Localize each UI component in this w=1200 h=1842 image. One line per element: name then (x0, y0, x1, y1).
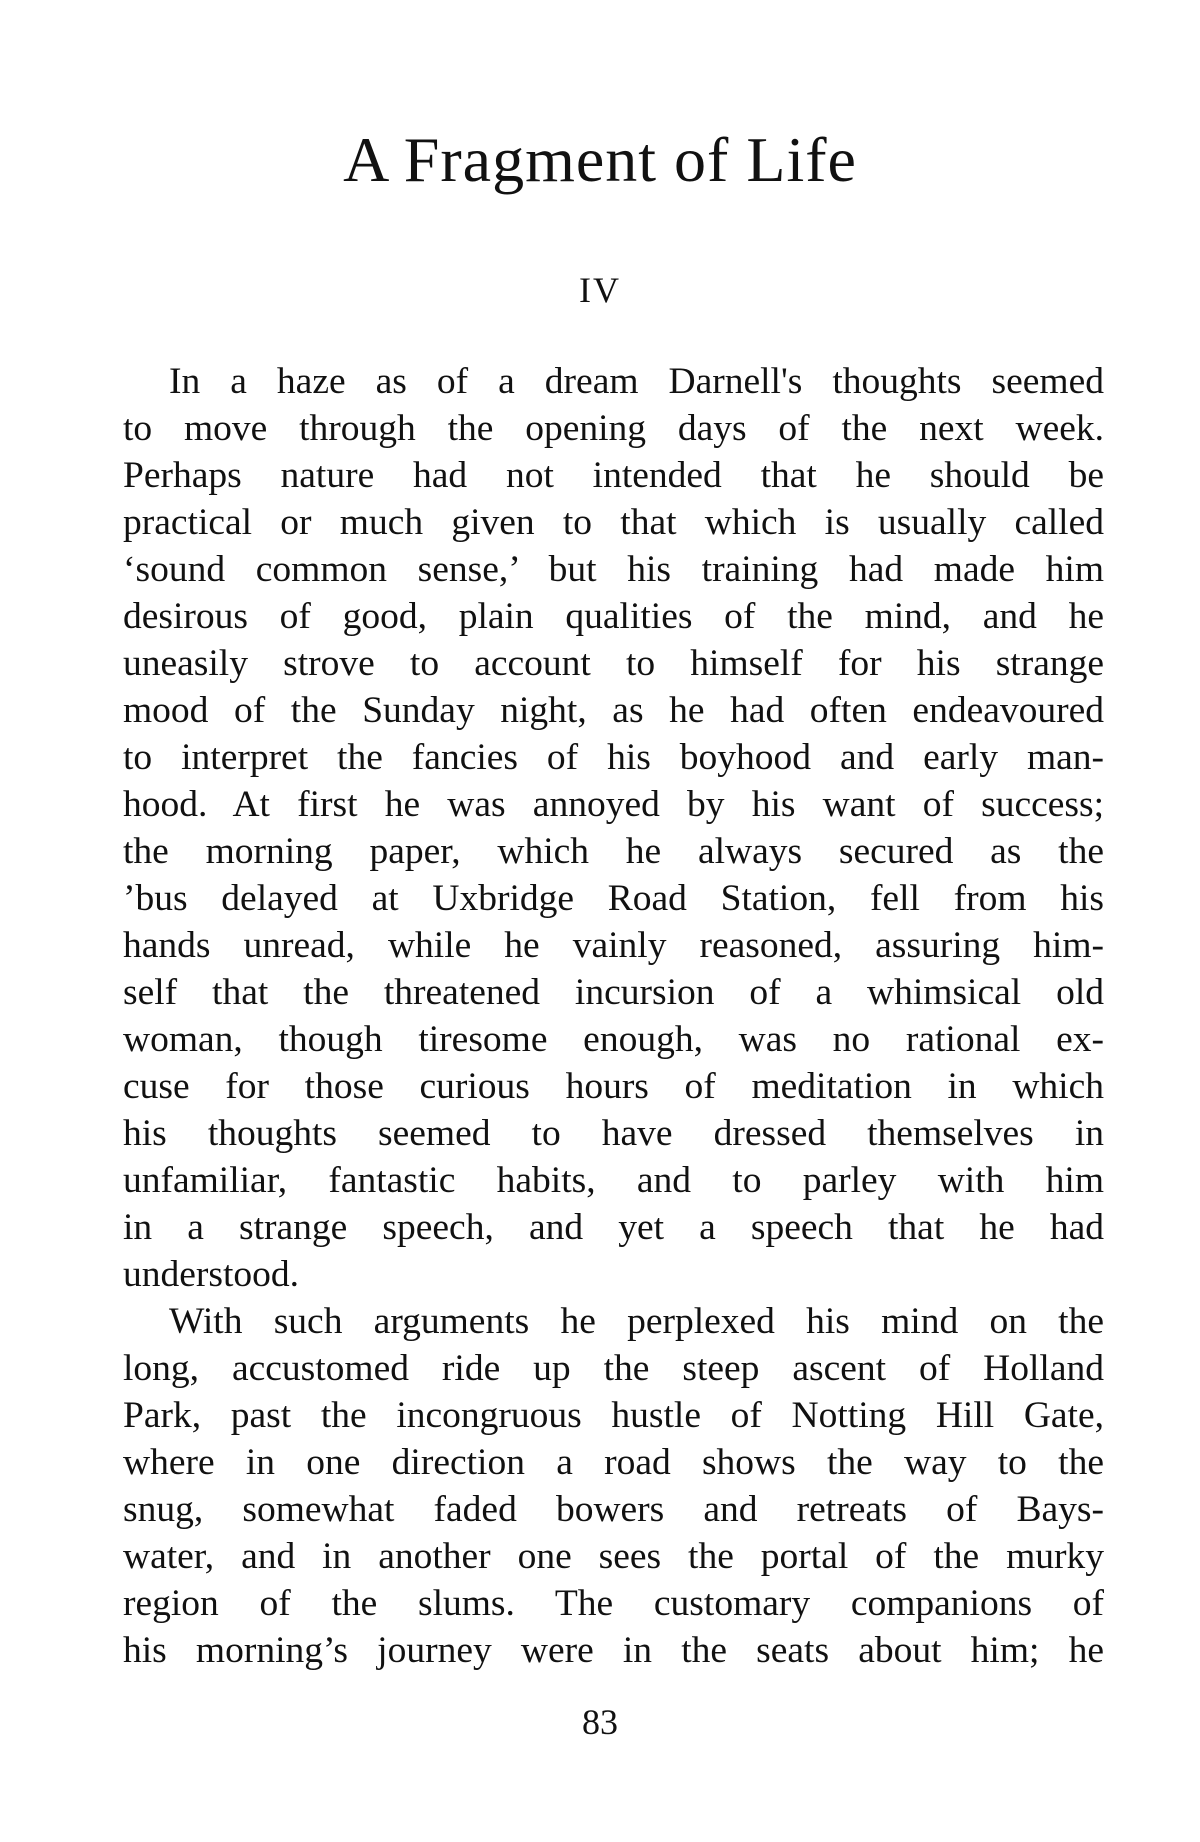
text-line: snug, somewhat faded bowers and retreats of Bays- (123, 1489, 1104, 1530)
running-title: A Fragment of Life (343, 124, 857, 195)
text-line: to move through the opening days of the next week. (123, 408, 1104, 449)
text-line: in a strange speech, and yet a speech that he had (123, 1207, 1104, 1248)
chapter-number: IV (579, 270, 621, 310)
text-line: Park, past the incongruous hustle of Notting Hill Gate, (123, 1395, 1104, 1436)
text-line: understood. (123, 1254, 300, 1295)
text-line: self that the threatened incursion of a whimsical old (123, 972, 1104, 1013)
text-line: water, and in another one sees the portal of the murky (123, 1536, 1104, 1577)
text-line: region of the slums. The customary companions of (123, 1583, 1104, 1624)
text-line: desirous of good, plain qualities of the mind, and he (123, 596, 1104, 637)
text-line: practical or much given to that which is usually called (123, 502, 1104, 543)
text-line: hood. At first he was annoyed by his want of success; (123, 784, 1104, 825)
body-text (123, 358, 1104, 1674)
text-line: In a haze as of a dream Darnell's thoughts seemed (169, 361, 1104, 402)
text-line: ’bus delayed at Uxbridge Road Station, fell from his (123, 878, 1104, 919)
text-line: long, accustomed ride up the steep ascent of Holland (123, 1348, 1104, 1389)
text-line: ‘sound common sense,’ but his training had made him (123, 549, 1104, 590)
text-line: hands unread, while he vainly reasoned, assuring him- (123, 925, 1104, 966)
text-line: Perhaps nature had not intended that he should be (123, 455, 1104, 496)
text-line: mood of the Sunday night, as he had often endeavoured (123, 690, 1104, 731)
text-line: to interpret the fancies of his boyhood and early man- (123, 737, 1104, 778)
text-line: unfamiliar, fantastic habits, and to parley with him (123, 1160, 1104, 1201)
text-line: the morning paper, which he always secured as the (123, 831, 1104, 872)
text-line: his thoughts seemed to have dressed themselves in (123, 1113, 1104, 1154)
text-line: With such arguments he perplexed his mind on the (169, 1301, 1104, 1342)
text-line: woman, though tiresome enough, was no rational ex- (123, 1019, 1104, 1060)
text-line: his morning’s journey were in the seats about him; he (123, 1630, 1104, 1671)
text-line: uneasily strove to account to himself for his strange (123, 643, 1104, 684)
text-line: where in one direction a road shows the way to the (123, 1442, 1104, 1483)
page-number: 83 (582, 1702, 618, 1742)
text-line: cuse for those curious hours of meditation in which (123, 1066, 1104, 1107)
